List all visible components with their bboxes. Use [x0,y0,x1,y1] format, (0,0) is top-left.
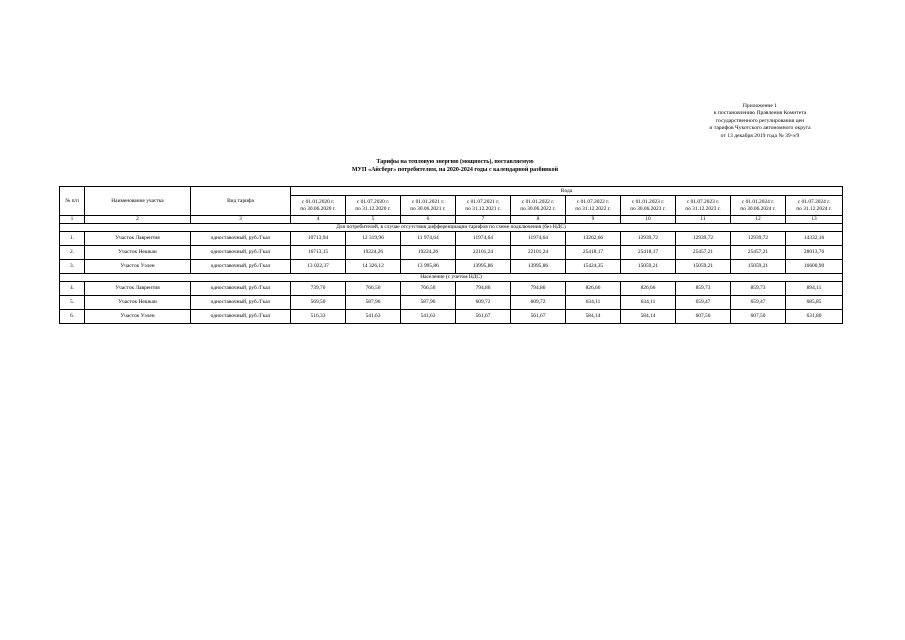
tariff-value: 634,11 [566,296,621,310]
section-label: Для потребителей, в случае отсутствия дифференциации тарифов по схеме подключения (без НДС) [60,224,843,232]
tariff-value: 859,73 [676,282,731,296]
tariff-value: 561,67 [511,310,566,324]
row-tariff-type: одноставочный, руб./Гкал [191,246,291,260]
table-row [60,260,843,274]
column-number: 9 [566,216,621,224]
tariff-value: 541,63 [346,310,401,324]
period-line: с 01.01.2021 г. [411,198,445,205]
header-period [401,196,456,216]
tariff-value: 11 974,64 [401,232,456,246]
header-period [676,196,731,216]
tariff-table-body [60,187,843,324]
document-title [230,158,680,174]
column-number: 11 [676,216,731,224]
tariff-value: 584,14 [566,310,621,324]
tariff-value: 739,70 [291,282,346,296]
period-line: с 01.07.2020 г. [356,198,390,205]
header-period [346,196,401,216]
tariff-value: 826,66 [621,282,676,296]
row-number: 2. [60,246,85,260]
tariff-value: 587,96 [346,296,401,310]
row-number: 5. [60,296,85,310]
tariff-value: 13995,86 [511,260,566,274]
tariff-value: 25457,21 [731,246,786,260]
title-line: МУП «Айсберг» потребителям, на 2020-2024 годы с календарной разбивкой [351,167,559,173]
table-row [60,246,843,260]
title-line: Тарифы на тепловую энергию (мощность), поставляемую [376,159,534,165]
row-area: Участок Лаврентия [85,282,191,296]
appendix-line: от 13 декабря 2019 года № 39-э/9 [720,132,800,139]
tariff-value: 22101,24 [456,246,511,260]
column-numbers-row [60,216,843,224]
tariff-value: 22101,24 [511,246,566,260]
column-number: 13 [786,216,843,224]
tariff-value: 16600,90 [786,260,843,274]
header-area: Наименование участка [85,187,191,216]
row-area: Участок Лаврентия [85,232,191,246]
section-label: Население (с учетом НДС) [60,274,843,282]
period-line: по 30.06.2020 г. [300,205,336,212]
tariff-value: 609,72 [456,296,511,310]
appendix-line: Приложение 1 [742,103,778,109]
tariff-value: 15059,21 [731,260,786,274]
tariff-value: 15059,21 [676,260,731,274]
header-period [456,196,511,216]
period-line: по 31.12.2023 г. [685,205,721,212]
period-line: по 30.06.2022 г. [520,205,556,212]
column-number: 8 [511,216,566,224]
period-line: по 31.12.2020 г. [355,205,391,212]
tariff-value: 685,85 [786,296,843,310]
column-number: 4 [291,216,346,224]
header-number: № п/п [60,187,85,216]
row-tariff-type: одноставочный, руб./Гкал [191,282,291,296]
tariff-value: 12 319,96 [346,232,401,246]
tariff-value: 14332,16 [786,232,843,246]
period-line: по 30.06.2024 г. [740,205,776,212]
row-tariff-type: одноставочный, руб./Гкал [191,296,291,310]
tariff-value: 587,96 [401,296,456,310]
period-line: по 31.12.2022 г. [575,205,611,212]
header-group-water: Вода [291,187,843,196]
row-number: 6. [60,310,85,324]
row-number: 3. [60,260,85,274]
row-tariff-type: одноставочный, руб./Гкал [191,260,291,274]
period-line: с 01.01.2020 г. [301,198,335,205]
row-number: 1. [60,232,85,246]
tariff-value: 15059,21 [621,260,676,274]
tariff-value: 10713,94 [291,232,346,246]
tariff-value: 631,80 [786,310,843,324]
column-number: 2 [85,216,191,224]
period-line: с 01.07.2021 г. [466,198,500,205]
row-area: Участок Уэлен [85,310,191,324]
table-row [60,282,843,296]
period-line: с 01.01.2023 г. [631,198,665,205]
tariff-value: 607,50 [731,310,786,324]
row-number: 4. [60,282,85,296]
header-tariff-type: Вид тарифа [191,187,291,216]
tariff-value: 25418,17 [621,246,676,260]
tariff-value: 25418,17 [566,246,621,260]
tariff-value: 13262,66 [566,232,621,246]
tariff-value: 541,63 [401,310,456,324]
table-row [60,296,843,310]
tariff-value: 894,11 [786,282,843,296]
tariff-value: 25457,21 [676,246,731,260]
row-area: Участок Нешкан [85,296,191,310]
period-line: по 31.12.2024 г. [796,205,832,212]
appendix-line: к постановлению Правления Комитета [713,110,807,117]
tariff-value: 516,33 [291,310,346,324]
tariff-value: 561,67 [456,310,511,324]
tariff-value: 19224,26 [401,246,456,260]
table-row [60,232,843,246]
tariff-value: 584,14 [621,310,676,324]
header-period [566,196,621,216]
table-row [60,310,843,324]
appendix-line: государственного регулирования цен [715,117,805,124]
period-line: по 30.06.2021 г. [410,205,446,212]
tariff-value: 13 022,37 [291,260,346,274]
column-number: 6 [401,216,456,224]
row-tariff-type: одноставочный, руб./Гкал [191,232,291,246]
column-number: 7 [456,216,511,224]
tariff-value: 13995,86 [456,260,511,274]
tariff-value: 794,86 [456,282,511,296]
tariff-table [59,186,843,324]
appendix-block [680,103,840,140]
period-line: по 30.06.2023 г. [630,205,666,212]
column-number: 10 [621,216,676,224]
column-number: 1 [60,216,85,224]
header-period [731,196,786,216]
tariff-value: 14 326,12 [346,260,401,274]
tariff-value: 859,73 [731,282,786,296]
tariff-value: 11974,64 [511,232,566,246]
tariff-value: 12939,72 [621,232,676,246]
period-line: с 01.01.2022 г. [521,198,555,205]
period-line: с 01.01.2024 г. [741,198,775,205]
tariff-value: 19224,26 [346,246,401,260]
tariff-value: 634,11 [621,296,676,310]
tariff-value: 15424,35 [566,260,621,274]
tariff-value: 609,72 [511,296,566,310]
tariff-value: 607,50 [676,310,731,324]
header-period [291,196,346,216]
period-line: с 01.07.2023 г. [686,198,720,205]
tariff-value: 659,47 [731,296,786,310]
header-period [621,196,676,216]
tariff-value: 12939,72 [731,232,786,246]
tariff-value: 11974,64 [456,232,511,246]
tariff-value: 16713,15 [291,246,346,260]
section-row [60,274,843,282]
appendix-line: и тарифов Чукотского автономного округа [709,125,811,132]
column-number: 12 [731,216,786,224]
column-number: 5 [346,216,401,224]
period-line: по 31.12.2021 г. [465,205,501,212]
tariff-value: 766,50 [346,282,401,296]
header-period [786,196,843,216]
column-number: 3 [191,216,291,224]
tariff-value: 659,47 [676,296,731,310]
tariff-value: 794,86 [511,282,566,296]
tariff-value: 28013,76 [786,246,843,260]
tariff-value: 569,50 [291,296,346,310]
tariff-value: 766,50 [401,282,456,296]
header-row [60,187,843,196]
section-row [60,224,843,232]
row-area: Участок Нешкан [85,246,191,260]
period-line: с 01.07.2024 г. [797,198,831,205]
tariff-value: 826,66 [566,282,621,296]
row-area: Участок Уэлен [85,260,191,274]
header-period [511,196,566,216]
tariff-value: 12939,72 [676,232,731,246]
tariff-value: 13 995,86 [401,260,456,274]
row-tariff-type: одноставочный, руб./Гкал [191,310,291,324]
period-line: с 01.07.2022 г. [576,198,610,205]
